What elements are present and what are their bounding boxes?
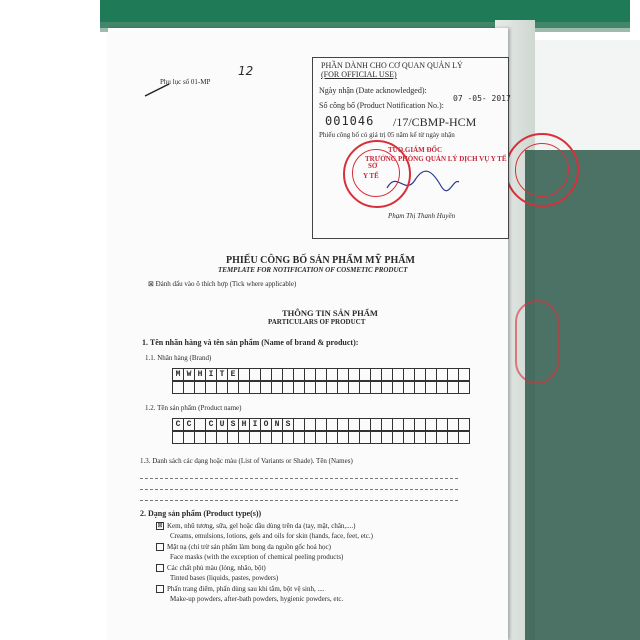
char-box[interactable]	[437, 418, 448, 431]
char-box[interactable]: I	[250, 418, 261, 431]
char-box[interactable]	[250, 381, 261, 394]
tick-note-text: Đánh dấu vào ô thích hợp (Tick where applicable)	[155, 280, 297, 288]
product-type-label-en: Make-up powders, after-bath powders, hygienic powders, etc.	[170, 595, 344, 603]
char-box[interactable]	[272, 381, 283, 394]
char-box[interactable]: M	[172, 368, 184, 381]
char-box[interactable]	[305, 381, 316, 394]
product-name-label: 1.2. Tên sản phẩm (Product name)	[145, 404, 242, 412]
char-box[interactable]: C	[184, 418, 195, 431]
char-box[interactable]	[195, 431, 206, 444]
char-box[interactable]	[371, 431, 382, 444]
char-box[interactable]	[448, 381, 459, 394]
char-box[interactable]	[172, 381, 184, 394]
official-box-title: PHẦN DÀNH CHO CƠ QUAN QUẢN LÝ	[321, 61, 463, 70]
char-box[interactable]	[239, 431, 250, 444]
char-box[interactable]: N	[272, 418, 283, 431]
char-box[interactable]	[437, 368, 448, 381]
char-box[interactable]	[459, 431, 470, 444]
product-type-checkbox[interactable]	[156, 543, 164, 551]
char-box[interactable]: S	[228, 418, 239, 431]
brand-label: 1.1. Nhãn hàng (Brand)	[145, 354, 212, 362]
date-ack-label: Ngày nhận (Date acknowledged):	[319, 86, 427, 95]
char-box[interactable]	[459, 368, 470, 381]
char-box[interactable]	[459, 418, 470, 431]
char-box[interactable]: E	[228, 368, 239, 381]
product-type-option[interactable]	[156, 585, 324, 593]
char-box[interactable]	[404, 381, 415, 394]
char-box[interactable]	[316, 368, 327, 381]
notification-number-suffix: /17/CBMP-HCM	[393, 115, 477, 129]
char-box[interactable]	[294, 368, 305, 381]
char-box[interactable]	[382, 381, 393, 394]
char-box[interactable]	[415, 418, 426, 431]
char-box[interactable]	[360, 418, 371, 431]
section-title: THÔNG TIN SẢN PHẨM	[282, 308, 378, 318]
char-box[interactable]	[283, 368, 294, 381]
char-box[interactable]	[294, 381, 305, 394]
char-box[interactable]	[371, 381, 382, 394]
char-box[interactable]	[228, 381, 239, 394]
char-box[interactable]	[448, 431, 459, 444]
validity-note: Phiếu công bố có giá trị 05 năm kể từ ngày nhận	[319, 131, 455, 139]
char-box[interactable]	[426, 431, 437, 444]
char-box[interactable]	[239, 368, 250, 381]
right-edge-seal-lower	[515, 300, 559, 384]
char-box[interactable]	[371, 418, 382, 431]
notification-number-stamp: 001046	[325, 114, 375, 128]
char-box[interactable]	[184, 381, 195, 394]
char-box[interactable]	[338, 418, 349, 431]
char-box[interactable]: H	[239, 418, 250, 431]
signer-title-1: TUQ.GIÁM ĐỐC	[388, 146, 443, 154]
char-box[interactable]	[393, 431, 404, 444]
product-type-label-vi: Các chất phủ màu (lỏng, nhão, bột)	[167, 564, 266, 572]
char-box[interactable]: U	[217, 418, 228, 431]
char-box[interactable]	[459, 381, 470, 394]
char-box[interactable]	[415, 368, 426, 381]
char-box[interactable]	[228, 431, 239, 444]
char-box[interactable]	[294, 418, 305, 431]
char-box[interactable]	[195, 418, 206, 431]
char-box[interactable]	[327, 381, 338, 394]
product-type-label-vi: Mặt nạ (chỉ trừ sản phẩm làm bong da nguồn gốc hoá học)	[167, 543, 331, 551]
char-box[interactable]	[360, 381, 371, 394]
char-box[interactable]	[415, 431, 426, 444]
char-box[interactable]	[217, 381, 228, 394]
signer-name: Phạm Thị Thanh Huyền	[388, 212, 456, 220]
handwritten-mark	[143, 80, 173, 100]
char-box[interactable]	[305, 431, 316, 444]
char-box[interactable]	[382, 368, 393, 381]
char-box[interactable]	[349, 368, 360, 381]
char-box[interactable]	[448, 368, 459, 381]
char-box[interactable]	[316, 381, 327, 394]
char-box[interactable]	[349, 418, 360, 431]
char-box[interactable]: I	[206, 368, 217, 381]
char-box[interactable]: C	[172, 418, 184, 431]
char-box[interactable]	[437, 381, 448, 394]
char-box[interactable]: T	[217, 368, 228, 381]
char-box[interactable]	[316, 431, 327, 444]
handwritten-page-number: 12	[238, 64, 254, 78]
char-box[interactable]	[393, 418, 404, 431]
char-box[interactable]	[360, 368, 371, 381]
char-box[interactable]: C	[206, 418, 217, 431]
char-box[interactable]	[437, 431, 448, 444]
char-box[interactable]	[382, 418, 393, 431]
char-box[interactable]	[316, 418, 327, 431]
char-box[interactable]: H	[195, 368, 206, 381]
document-title-en: TEMPLATE FOR NOTIFICATION OF COSMETIC PRODUCT	[218, 266, 408, 274]
char-box[interactable]	[426, 381, 437, 394]
product-type-label-vi: Kem, nhũ tương, sữa, gel hoặc dầu dùng trên da (tay, mặt, chân,....)	[167, 522, 356, 530]
char-box[interactable]	[338, 431, 349, 444]
background-folder-edge	[525, 150, 640, 640]
product-type-label-en: Tinted bases (liquids, pastes, powders)	[170, 574, 279, 582]
char-box[interactable]	[404, 431, 415, 444]
product-type-option[interactable]	[156, 522, 356, 530]
product-char-boxes-row2[interactable]	[172, 431, 470, 444]
seal-text-2: Y TẾ	[363, 172, 379, 180]
variants-label: 1.3. Danh sách các dạng hoặc màu (List of Variants or Shade). Tên (Names)	[140, 457, 353, 465]
char-box[interactable]	[415, 381, 426, 394]
variants-line-3[interactable]	[140, 500, 458, 501]
product-type-checkbox[interactable]	[156, 585, 164, 593]
section-1-heading: 1. Tên nhãn hàng và tên sản phẩm (Name of brand & product):	[142, 338, 359, 347]
official-box-title-en: (FOR OFFICIAL USE)	[321, 70, 397, 79]
char-box[interactable]	[206, 381, 217, 394]
char-box[interactable]	[206, 431, 217, 444]
char-box[interactable]	[217, 431, 228, 444]
product-type-checkbox[interactable]: ⊠	[157, 523, 163, 530]
document-title: PHIẾU CÔNG BỐ SẢN PHẨM MỸ PHẨM	[226, 255, 415, 266]
char-box[interactable]	[184, 431, 195, 444]
char-box[interactable]: W	[184, 368, 195, 381]
char-box[interactable]	[172, 431, 184, 444]
char-box[interactable]: O	[261, 418, 272, 431]
char-box[interactable]	[404, 418, 415, 431]
product-type-label-en: Face masks (with the exception of chemical peeling products)	[170, 553, 344, 561]
char-box[interactable]	[327, 418, 338, 431]
product-type-option[interactable]	[156, 543, 331, 551]
char-box[interactable]	[272, 431, 283, 444]
product-type-option[interactable]	[156, 564, 266, 572]
char-box[interactable]	[327, 368, 338, 381]
brand-char-boxes-row2[interactable]	[172, 381, 470, 394]
char-box[interactable]	[338, 381, 349, 394]
variants-line-1[interactable]	[140, 478, 458, 479]
char-box[interactable]	[404, 368, 415, 381]
char-box[interactable]	[338, 368, 349, 381]
annex-label: Phụ lục số 01-MP	[160, 78, 211, 86]
char-box[interactable]	[195, 381, 206, 394]
char-box[interactable]	[283, 381, 294, 394]
char-box[interactable]: S	[283, 418, 294, 431]
char-box[interactable]	[393, 368, 404, 381]
char-box[interactable]	[382, 431, 393, 444]
char-box[interactable]	[250, 431, 261, 444]
char-box[interactable]	[360, 431, 371, 444]
product-type-label-vi: Phấn trang điểm, phấn dùng sau khi tắm, bột vệ sinh, ....	[167, 585, 325, 593]
variants-line-2[interactable]	[140, 489, 458, 490]
notification-no-label: Số công bố (Product Notification No.):	[319, 101, 444, 110]
char-box[interactable]	[349, 431, 360, 444]
section-2-heading: 2. Dạng sản phẩm (Product type(s))	[140, 509, 262, 518]
char-box[interactable]	[426, 418, 437, 431]
official-use-box	[312, 57, 509, 239]
brand-char-boxes[interactable]	[172, 368, 470, 381]
char-box[interactable]	[393, 381, 404, 394]
char-box[interactable]	[283, 431, 294, 444]
product-type-label-en: Creams, emulsions, lotions, gels and oils for skin (hands, face, feet, etc.)	[170, 532, 373, 540]
char-box[interactable]	[448, 418, 459, 431]
signer-title-2: TRƯỞNG PHÒNG QUẢN LÝ DỊCH VỤ Y TẾ	[365, 155, 507, 163]
product-char-boxes[interactable]	[172, 418, 470, 431]
product-type-checkbox[interactable]	[156, 564, 164, 572]
char-box[interactable]	[261, 381, 272, 394]
char-box[interactable]	[272, 368, 283, 381]
tick-checkbox: ⊠	[148, 280, 154, 288]
date-ack-stamp: 07 -05- 2017	[453, 94, 511, 103]
char-box[interactable]	[371, 368, 382, 381]
seal-text-1: SỞ	[368, 162, 378, 170]
char-box[interactable]	[305, 368, 316, 381]
char-box[interactable]	[426, 368, 437, 381]
official-red-seal	[343, 140, 411, 208]
char-box[interactable]	[305, 418, 316, 431]
char-box[interactable]	[349, 381, 360, 394]
tick-instruction	[148, 280, 296, 288]
char-box[interactable]	[239, 381, 250, 394]
char-box[interactable]	[294, 431, 305, 444]
char-box[interactable]	[261, 368, 272, 381]
section-title-en: PARTICULARS OF PRODUCT	[268, 318, 366, 326]
char-box[interactable]	[327, 431, 338, 444]
right-edge-seal	[505, 133, 579, 207]
char-box[interactable]	[250, 368, 261, 381]
char-box[interactable]	[261, 431, 272, 444]
